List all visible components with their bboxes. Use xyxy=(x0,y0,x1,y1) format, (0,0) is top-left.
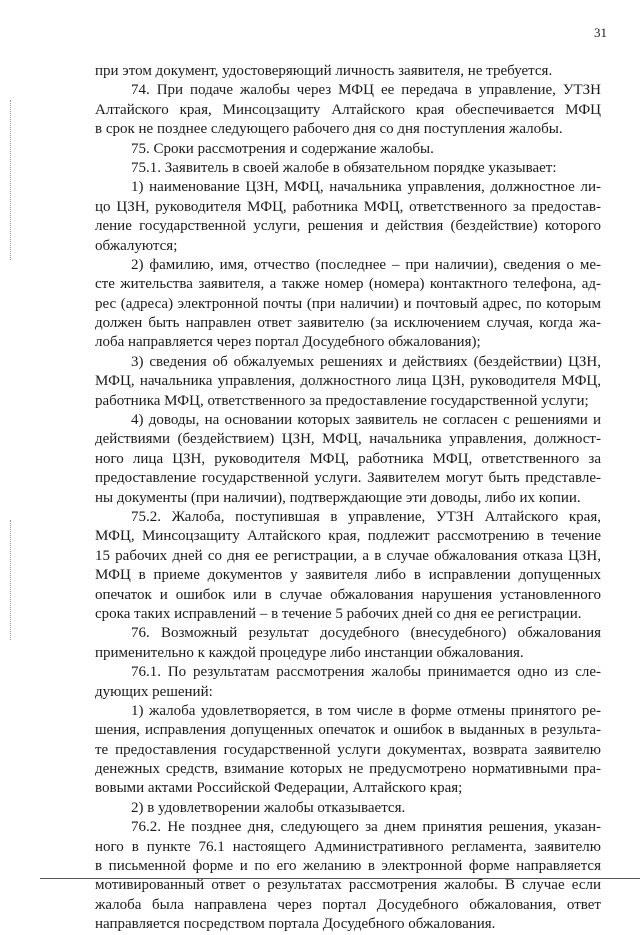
text-line: 1) жалоба удовлетворяется, в том числе в форме отмены принятого ре- xyxy=(131,702,601,719)
text-line: те предоставления государственной услуги документах, возврата заявителю xyxy=(95,741,601,758)
text-line: 2) в удовлетворении жалобы отказывается. xyxy=(131,799,406,816)
text-line: 75.2. Жалоба, поступившая в управление, УТЗН Алтайского края, xyxy=(131,508,601,525)
text-line: денежных средств, взимание которых не предусмотрено нормативными пра- xyxy=(95,761,601,778)
text-line: 76.1. По результатам рассмотрения жалобы принимается одно из сле- xyxy=(131,664,601,681)
text-line: дующих решений: xyxy=(95,683,213,700)
text-line: 75. Сроки рассмотрения и содержание жалобы. xyxy=(131,140,434,157)
margin-punch-marks xyxy=(10,100,13,260)
text-line: мотивированный ответ о результатах рассмотрения жалобы. В случае если xyxy=(95,877,601,894)
text-line: МФЦ, Минсоцзащиту Алтайского края, подлежит рассмотрению в течение xyxy=(95,528,601,545)
text-line: 2) фамилию, имя, отчество (последнее – при наличии), сведения о ме- xyxy=(131,256,601,273)
bottom-rule xyxy=(40,878,640,879)
text-line: опечаток и ошибок или в случае обжалования нарушения установленного xyxy=(95,586,601,603)
text-line: в срок не позднее следующего рабочего дня со дня поступления жалобы. xyxy=(95,121,563,138)
margin-punch-marks xyxy=(10,520,13,640)
text-line: рес (адреса) электронной почты (при наличии) и почтовый адрес, по которым xyxy=(95,295,601,312)
text-line: в письменной форме и по его желанию в электронной форме направляется xyxy=(95,858,601,875)
text-line: должен быть направлен ответ заявителю (за исключением случая, когда жа- xyxy=(95,315,601,332)
text-line: применительно к каждой процедуре либо инстанции обжалования. xyxy=(95,644,524,661)
text-line: 76. Возможный результат досудебного (внесудебного) обжалования xyxy=(131,625,601,642)
text-line: ны документы (при наличии), подтверждающие эти доводы, либо их копии. xyxy=(95,489,581,506)
text-line: 76.2. Не позднее дня, следующего за днем принятия решения, указан- xyxy=(131,819,601,836)
text-line: лоба направляется через портал Досудебного обжалования); xyxy=(95,334,481,351)
text-line: 1) наименование ЦЗН, МФЦ, начальника управления, должностное ли- xyxy=(131,179,601,196)
text-line: жалоба была направлена через портал Досудебного обжалования, ответ xyxy=(95,896,601,913)
text-line: 75.1. Заявитель в своей жалобе в обязательном порядке указывает: xyxy=(131,159,557,176)
text-line: 15 рабочих дней со дня ее регистрации, а в случае обжалования отказа ЦЗН, xyxy=(95,547,601,564)
text-line: 4) доводы, на основании которых заявитель не согласен с решениями и xyxy=(131,412,601,429)
text-line: ного лица ЦЗН, руководителя МФЦ, работника МФЦ, ответственного за xyxy=(95,450,601,467)
text-line: шения, исправления допущенных опечаток и ошибок в выданных в результа- xyxy=(95,722,601,739)
text-line: срока таких исправлений – в течение 5 рабочих дней со дня ее регистрации. xyxy=(95,605,582,622)
text-line: ление государственной услуги, решения и действия (бездействие) которого xyxy=(95,218,601,235)
text-line: МФЦ в приеме документов у заявителя либо в исправлении допущенных xyxy=(95,567,601,584)
text-line: при этом документ, удостоверяющий личность заявителя, не требуется. xyxy=(95,63,553,79)
text-line: сте жительства заявителя, а также номер (номера) контактного телефона, ад- xyxy=(95,276,601,293)
text-line: обжалуются; xyxy=(95,237,178,254)
text-line: МФЦ, начальника управления, должностного лица ЦЗН, руководителя МФЦ, xyxy=(95,373,601,390)
text-line: ного в пункте 76.1 настоящего Административного регламента, заявителю xyxy=(95,838,601,855)
text-line: Алтайского края, Минсоцзащиту Алтайского края обеспечивается МФЦ xyxy=(95,101,601,118)
page-number: 31 xyxy=(594,25,607,40)
text-line: цо ЦЗН, руководителя МФЦ, работника МФЦ, ответственного за предостав- xyxy=(95,198,601,215)
text-line: действиями (бездействием) ЦЗН, МФЦ, начальника управления, должност- xyxy=(95,431,601,448)
text-line: направляется посредством портала Досудебного обжалования. xyxy=(95,916,496,933)
text-line: работника МФЦ, ответственного за предоставление государственной услуги; xyxy=(95,392,589,409)
text-line: предоставление государственной услуги. Заявителем могут быть представле- xyxy=(95,470,601,487)
text-line: вовыми актами Российской Федерации, Алтайского края; xyxy=(95,780,463,797)
text-line: 3) сведения об обжалуемых решениях и действиях (бездействии) ЦЗН, xyxy=(131,353,601,370)
text-line: 74. При подаче жалобы через МФЦ ее передача в управление, УТЗН xyxy=(131,82,601,99)
document-body xyxy=(95,62,601,935)
